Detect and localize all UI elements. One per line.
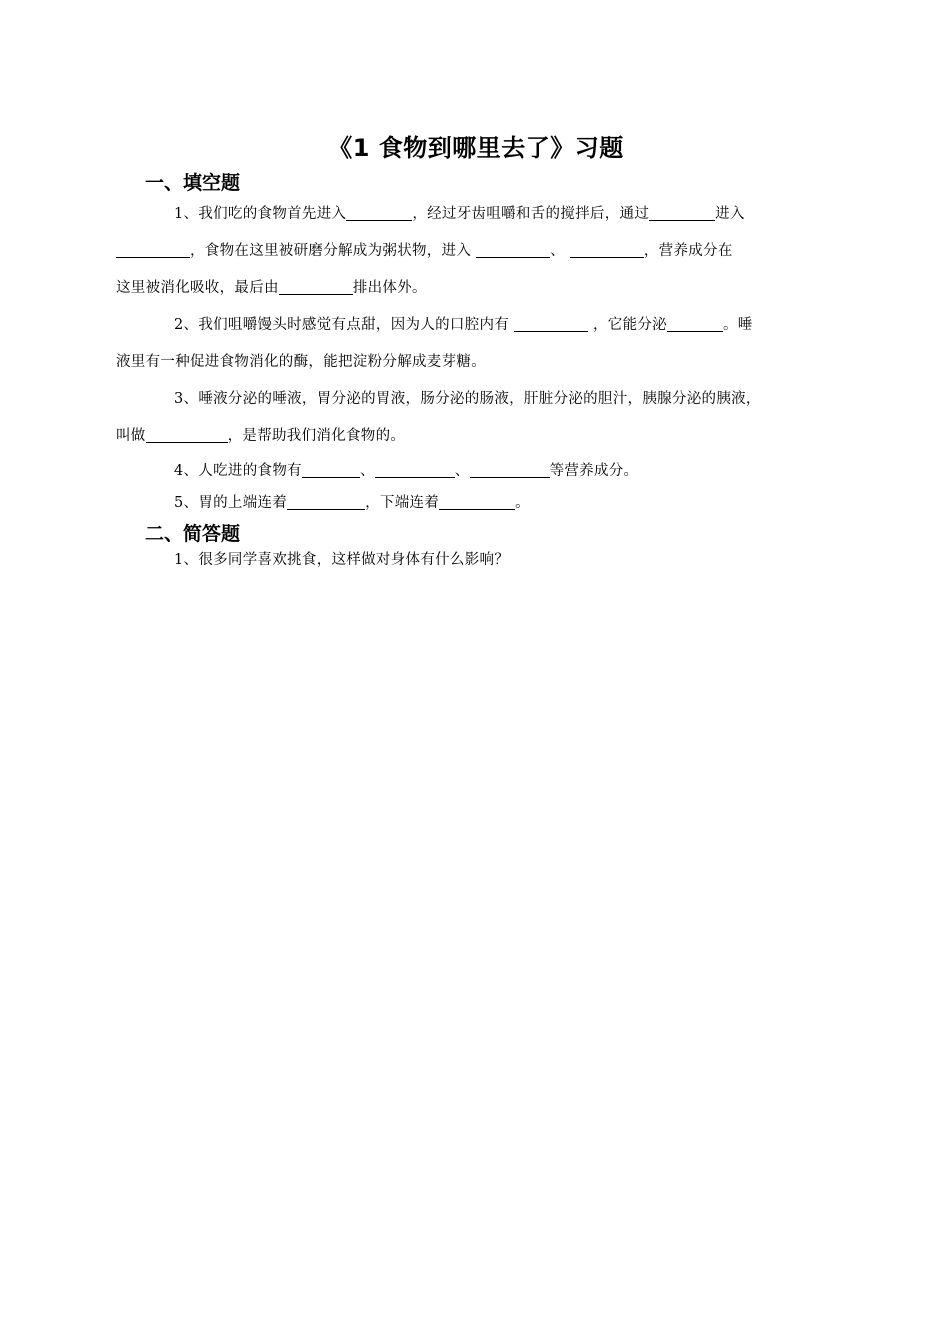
answer-blank[interactable]	[439, 493, 515, 510]
answer-blank[interactable]	[346, 204, 412, 221]
answer-blank[interactable]	[116, 241, 190, 258]
question-text: ，它能分泌	[592, 317, 667, 333]
answer-blank[interactable]	[514, 315, 588, 332]
answer-blank[interactable]	[649, 204, 715, 221]
question-text: 。唾	[722, 317, 753, 333]
question-1	[116, 196, 807, 307]
question-text: 叫做	[116, 428, 146, 444]
question-text: ，经过牙齿咀嚼和舌的搅拌后，通过	[412, 206, 650, 222]
question-text: 排出体外。	[352, 280, 427, 296]
question-text: 。	[515, 495, 530, 511]
answer-blank[interactable]	[302, 461, 360, 478]
answer-blank[interactable]	[279, 278, 353, 295]
page-title: 《1 食物到哪里去了》习题	[328, 134, 624, 162]
question-continuation	[116, 280, 427, 296]
question-text: 5、胃的上端连着	[174, 495, 288, 511]
worksheet-page	[116, 130, 807, 573]
question-text: 1、我们吃的食物首先进入	[174, 206, 347, 222]
answer-blank[interactable]	[375, 461, 455, 478]
question-text: 3、唾液分泌的唾液，胃分泌的胃液，肠分泌的肠液，肝脏分泌的胆汁，胰腺分泌的胰液，	[174, 391, 761, 407]
question-text: 、	[454, 463, 470, 479]
short-answer-question-1	[145, 547, 807, 573]
question-text: ，是帮助我们消化食物的。	[227, 428, 406, 444]
question-2	[116, 307, 807, 381]
answer-blank[interactable]	[470, 461, 550, 478]
section-heading-fill-in: 一、填空题	[145, 172, 241, 194]
question-continuation	[116, 428, 405, 444]
question-text: 2、我们咀嚼馒头时感觉有点甜，因为人的口腔内有	[174, 317, 510, 333]
answer-blank[interactable]	[476, 241, 550, 258]
section-heading-short-answer: 二、简答题	[145, 523, 241, 545]
answer-blank[interactable]	[667, 315, 723, 332]
question-5	[145, 487, 807, 519]
answer-blank[interactable]	[287, 493, 365, 510]
question-text: 液里有一种促进食物消化的酶，能把淀粉分解成麦芽糖。	[116, 354, 486, 370]
question-text: 4、人吃进的食物有	[174, 463, 302, 479]
question-text: ，下端连着	[365, 495, 440, 511]
question-continuation	[116, 243, 733, 259]
question-text: 进入	[715, 206, 745, 222]
answer-blank[interactable]	[570, 241, 644, 258]
question-4	[145, 455, 807, 487]
answer-blank[interactable]	[146, 426, 228, 443]
question-text: 、	[550, 243, 565, 259]
question-text: ，营养成分在	[643, 243, 733, 259]
question-text: 、	[359, 463, 375, 479]
question-text: 这里被消化吸收，最后由	[116, 280, 279, 296]
question-text: 1、很多同学喜欢挑食，这样做对身体有什么影响？	[174, 552, 510, 568]
question-text: 等营养成分。	[549, 463, 639, 479]
question-text: ，食物在这里被研磨分解成为粥状物，进入	[190, 243, 472, 259]
question-3	[116, 381, 807, 455]
